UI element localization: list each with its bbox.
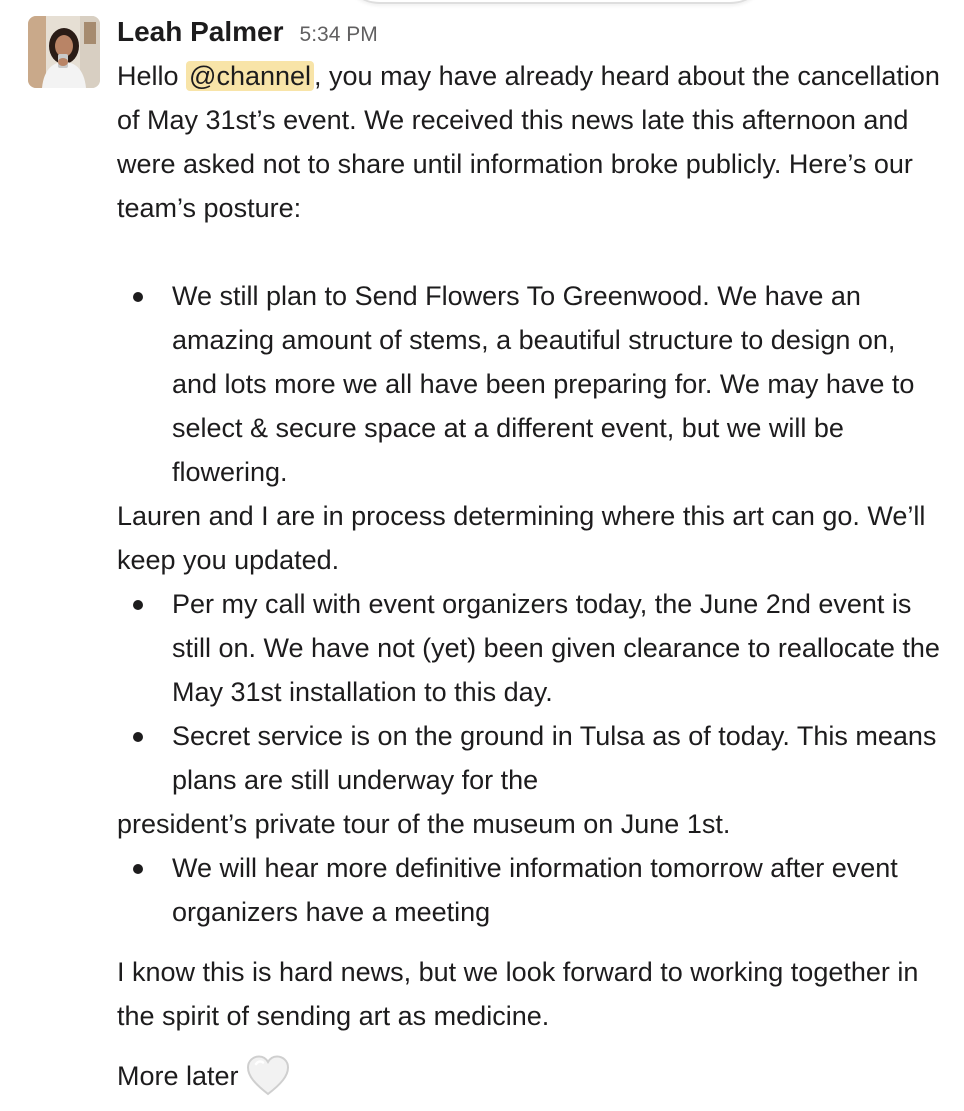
message-body <box>117 10 947 1098</box>
bullet-list-1 <box>117 274 947 494</box>
list-item: Secret service is on the ground in Tulsa as of today. This means plans are still underway for the <box>117 714 947 802</box>
paragraph-2: Lauren and I are in process determining where this art can go. We’ll keep you updated. <box>117 501 926 575</box>
list-item: We still plan to Send Flowers To Greenwood. We have an amazing amount of stems, a beautiful structure to design on, and lots more we all have been preparing for. We may have to select & secure space at a different event, but we will be flowering. <box>117 274 947 494</box>
message-header <box>117 10 947 54</box>
signoff <box>117 1054 947 1098</box>
message-timestamp[interactable]: 5:34 PM <box>299 23 378 46</box>
white-heart-icon <box>245 1054 291 1098</box>
paragraph-3: president’s private tour of the museum on June 1st. <box>117 809 731 839</box>
list-item: Per my call with event organizers today, the June 2nd event is still on. We have not (yet) been given clearance to reallocate the May 31st installation to this day. <box>117 582 947 714</box>
intro-paragraph <box>117 54 947 230</box>
signoff-text: More later <box>117 1061 239 1091</box>
bullet-list-2 <box>117 582 947 802</box>
spacer <box>117 230 947 274</box>
intro-text-end: , you may have already heard about the cancellation of May 31st’s event. We received this news late this afternoon and were asked not to share until information broke publicly. Here’s our team’s posture: <box>117 61 940 223</box>
avatar-photo <box>28 16 100 88</box>
intro-text-start: Hello <box>117 61 187 91</box>
bullet-list-3 <box>117 846 947 934</box>
avatar[interactable] <box>28 16 100 88</box>
closing-paragraph: I know this is hard news, but we look forward to working together in the spirit of sending art as medicine. <box>117 957 919 1031</box>
list-item: We will hear more definitive information tomorrow after event organizers have a meeting <box>117 846 947 934</box>
sender-name[interactable]: Leah Palmer <box>117 16 284 47</box>
channel-mention[interactable]: @channel <box>186 61 314 91</box>
